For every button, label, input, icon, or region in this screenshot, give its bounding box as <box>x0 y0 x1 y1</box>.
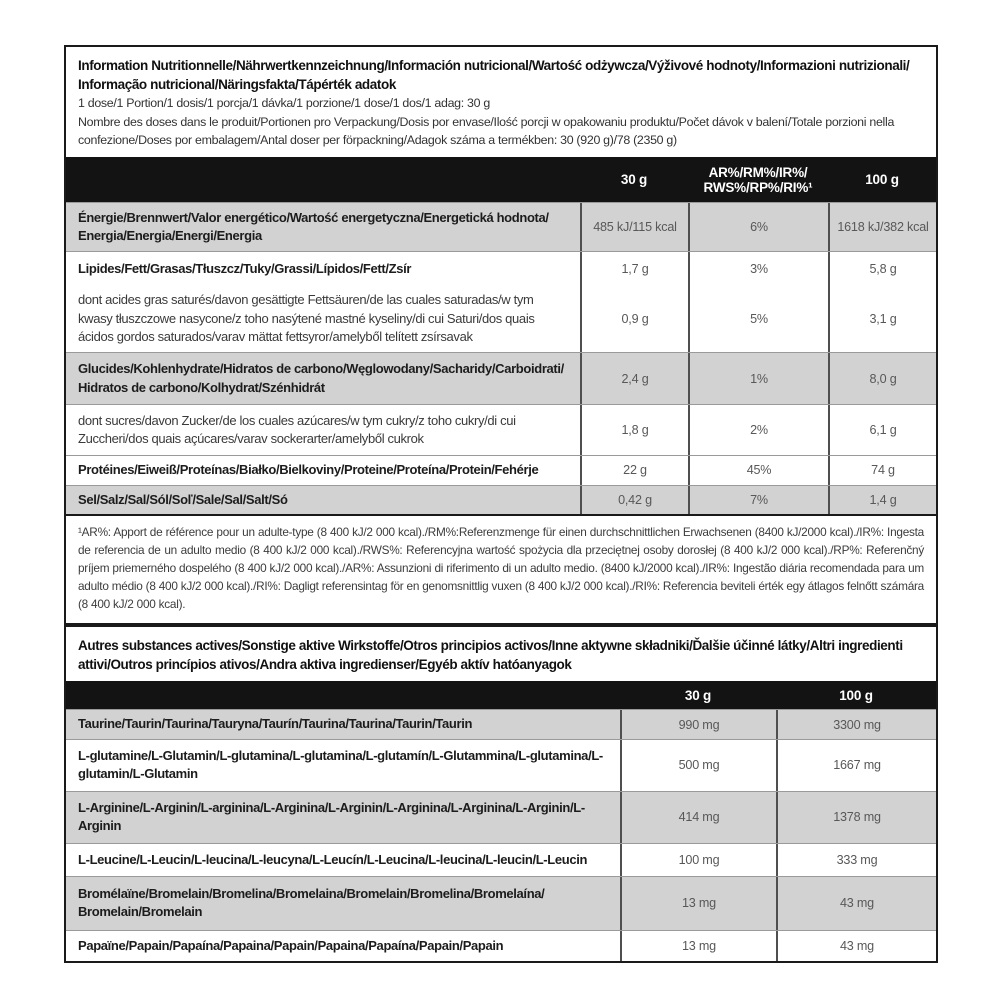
table1-title: Information Nutritionnelle/​Nährwertkennzeichnung/​Información nutricional/​Wartość odżywcza/​Výživové hodnoty/​Informazioni nutrizionali/​Informação nutricional/​Näringsfakta/​Tápérték adatok <box>78 58 910 93</box>
value-reference-intake: 5% <box>688 285 828 352</box>
row-l-leucine <box>66 843 936 876</box>
reference-intake-line1: AR%/RM%/IR%/ <box>708 164 808 180</box>
substance-label: L-glutamine/​L-Glutamin/​L-glutamina/​L-glutamina/​L-glutamín/​L-Glutammina/​L-glutamina/​L-glutamin/​L-Glutamin <box>78 747 603 782</box>
table1-serving-size-line: 1 dose/​1 Portion/​1 dosis/​1 porcja/​1 dávka/​1 porzione/​1 dose/​1 dos/​1 adag: 30 g <box>78 96 490 111</box>
value-30g: 1,7 g <box>580 252 688 285</box>
table2-column-header-100g: 100 g <box>839 687 873 703</box>
row-bromelain <box>66 876 936 930</box>
row-saturated-fat <box>66 285 936 352</box>
value-reference-intake: 7% <box>688 486 828 514</box>
value-30g: 485 kJ/115 kcal <box>580 203 688 251</box>
nutrient-label: dont sucres/​davon Zucker/​de los cuales azúcares/​w tym cukry/​z toho cukry/​di cui Zuccheri/​dos quais açúcares/​varav sockerarter/​amelyből cukrok <box>78 412 516 447</box>
value-100g: 74 g <box>828 456 936 484</box>
table1-intro <box>66 47 936 157</box>
nutrient-label: Glucides/​Kohlenhydrate/​Hidratos de carbono/​Węglowodany/​Sacharidy/​Carboidrati/​Hidratos de carbono/​Kolhydrat/​Szénhidrát <box>78 361 564 395</box>
row-protein <box>66 455 936 484</box>
row-energy <box>66 202 936 251</box>
value-100g: 43 mg <box>776 931 936 961</box>
substance-label: Taurine/​Taurin/​Taurina/​Tauryna/​Taurín/​Taurina/​Taurina/​Taurin/​Taurin <box>78 716 473 732</box>
row-fat <box>66 251 936 285</box>
value-100g: 333 mg <box>776 844 936 876</box>
value-reference-intake: 2% <box>688 405 828 455</box>
value-100g: 1667 mg <box>776 740 936 791</box>
value-100g: 1618 kJ/382 kcal <box>828 203 936 251</box>
value-30g: 2,4 g <box>580 353 688 404</box>
value-reference-intake: 45% <box>688 456 828 484</box>
row-salt <box>66 485 936 514</box>
row-taurine <box>66 709 936 738</box>
reference-intake-footnote: ¹AR%: Apport de référence pour un adulte-type (8 400 kJ/2 000 kcal)./RM%:Referenzmenge für einen durchschnittlichen Erwachsenen (8400 kJ/2000 kcal)./IR%: Ingesta de referencia de un adulto medio (8 400 kJ/2 000 kcal)./RWS%: Referencyjna wartość spożycia dla przeciętnej osoby dorosłej (8 400 kJ/2 000 kcal)./RP%: Referenčný príjem priemerného dospelého (8 400 kJ/2 000 kcal)./AR%: Assunzioni di riferimento di un adulto medio. (8400 kJ/2000 kcal)./IR%: Ingestão diária recomendada para um adulto médio (8 400 kJ/2 000 kcal)./RI%: Dagligt referensintag för en genomsnittlig vuxen (8 400 kJ/2 000 kcal)./RI%: Referencia beviteli érték egy átlagos felnőtt számára (8 400 kJ/2 000 kcal). <box>66 514 936 623</box>
value-30g: 414 mg <box>620 792 776 843</box>
row-l-glutamine <box>66 739 936 791</box>
value-30g: 22 g <box>580 456 688 484</box>
value-30g: 13 mg <box>620 931 776 961</box>
nutrient-label: Énergie/​Brennwert/​Valor energético/​Wartość energetyczna/​Energetická hodnota/​Energia/​Energia/​Energi/​Energia <box>78 209 549 244</box>
reference-intake-line2: RWS%/RP%/RI%¹ <box>703 179 813 195</box>
value-100g: 6,1 g <box>828 405 936 455</box>
value-30g: 500 mg <box>620 740 776 791</box>
nutrient-label: Sel/​Salz/​Sal/​Sól/​Soľ/​Sale/​Sal/​Salt/​Só <box>78 491 288 507</box>
table1-column-header-reference-intake <box>688 157 828 202</box>
value-100g: 3300 mg <box>776 710 936 738</box>
value-reference-intake: 1% <box>688 353 828 404</box>
value-30g: 990 mg <box>620 710 776 738</box>
row-sugars <box>66 404 936 455</box>
value-100g: 5,8 g <box>828 252 936 285</box>
table1-header-spacer <box>66 157 580 202</box>
table1-servings-per-pack-line: Nombre des doses dans le produit/​Portionen pro Verpackung/​Dosis por envase/​Ilość porcji w opakowaniu produktu/​Počet dávok v balení/​Totale porzioni nella confezione/​Doses por embalagem/​Antal doser per förpackning/​Adagok száma a termékben: 30 (920 g)/​78 (2350 g) <box>78 115 895 148</box>
nutrient-label: Protéines/​Eiweiß/​Proteínas/​Białko/​Bielkoviny/​Proteine/​Proteína/​Protein/​Fehérje <box>78 462 539 478</box>
row-carbohydrates <box>66 352 936 404</box>
substance-label: Bromélaïne/​Bromelain/​Bromelina/​Bromelaina/​Bromelain/​Bromelina/​Bromelaína/​Bromelain/​Bromelain <box>78 885 545 920</box>
value-100g: 3,1 g <box>828 285 936 352</box>
table2-header-spacer <box>66 681 620 709</box>
substance-label: L-Leucine/​L-Leucin/​L-leucina/​L-leucyna/​L-Leucín/​L-Leucina/​L-leucina/​L-leucin/​L-Leucin <box>78 851 588 867</box>
table1-column-header-30g: 30 g <box>620 172 648 188</box>
table2-column-header-bar <box>66 681 936 709</box>
table2-title: Autres substances actives/​Sonstige aktive Wirkstoffe/​Otros principios activos/​Inne aktywne składniki/​Ďalšie účinné látky/​Altri ingredienti attivi/​Outros princípios ativos/​Andra aktiva ingredienser/​Egyéb aktív hatóanyagok <box>78 638 903 673</box>
nutrient-label: dont acides gras saturés/​davon gesättigte Fettsäuren/​de las cuales saturadas/​w tym kwasy tłuszczowe nasycone/​z toho nasýtené mastné kyseliny/​di cui Saturi/​dos quais ácidos gordos saturados/​varav mättat fettsyror/​amelyből telített zsírsavak <box>78 292 535 344</box>
value-30g: 0,9 g <box>580 285 688 352</box>
table1-column-header-bar <box>66 157 936 202</box>
value-100g: 1378 mg <box>776 792 936 843</box>
value-100g: 43 mg <box>776 877 936 930</box>
nutrition-facts-table <box>64 45 938 625</box>
value-100g: 8,0 g <box>828 353 936 404</box>
row-papain <box>66 930 936 961</box>
table2-column-header-30g: 30 g <box>684 687 712 703</box>
substance-label: L-Arginine/​L-Arginin/​L-arginina/​L-Arginina/​L-Arginin/​L-Arginina/​L-Arginina/​L-Arginin/​L-Arginin <box>78 799 585 834</box>
value-30g: 1,8 g <box>580 405 688 455</box>
table2-intro <box>66 627 936 681</box>
value-reference-intake: 6% <box>688 203 828 251</box>
value-30g: 0,42 g <box>580 486 688 514</box>
value-30g: 13 mg <box>620 877 776 930</box>
table1-column-header-100g: 100 g <box>865 172 899 188</box>
value-reference-intake: 3% <box>688 252 828 285</box>
active-substances-table <box>64 625 938 963</box>
value-30g: 100 mg <box>620 844 776 876</box>
substance-label: Papaïne/​Papain/​Papaína/​Papaina/​Papain/​Papaina/​Papaína/​Papain/​Papain <box>78 937 504 953</box>
value-100g: 1,4 g <box>828 486 936 514</box>
row-l-arginine <box>66 791 936 843</box>
nutrient-label: Lipides/​Fett/​Grasas/​Tłuszcz/​Tuky/​Grassi/​Lípidos/​Fett/​Zsír <box>78 260 412 276</box>
